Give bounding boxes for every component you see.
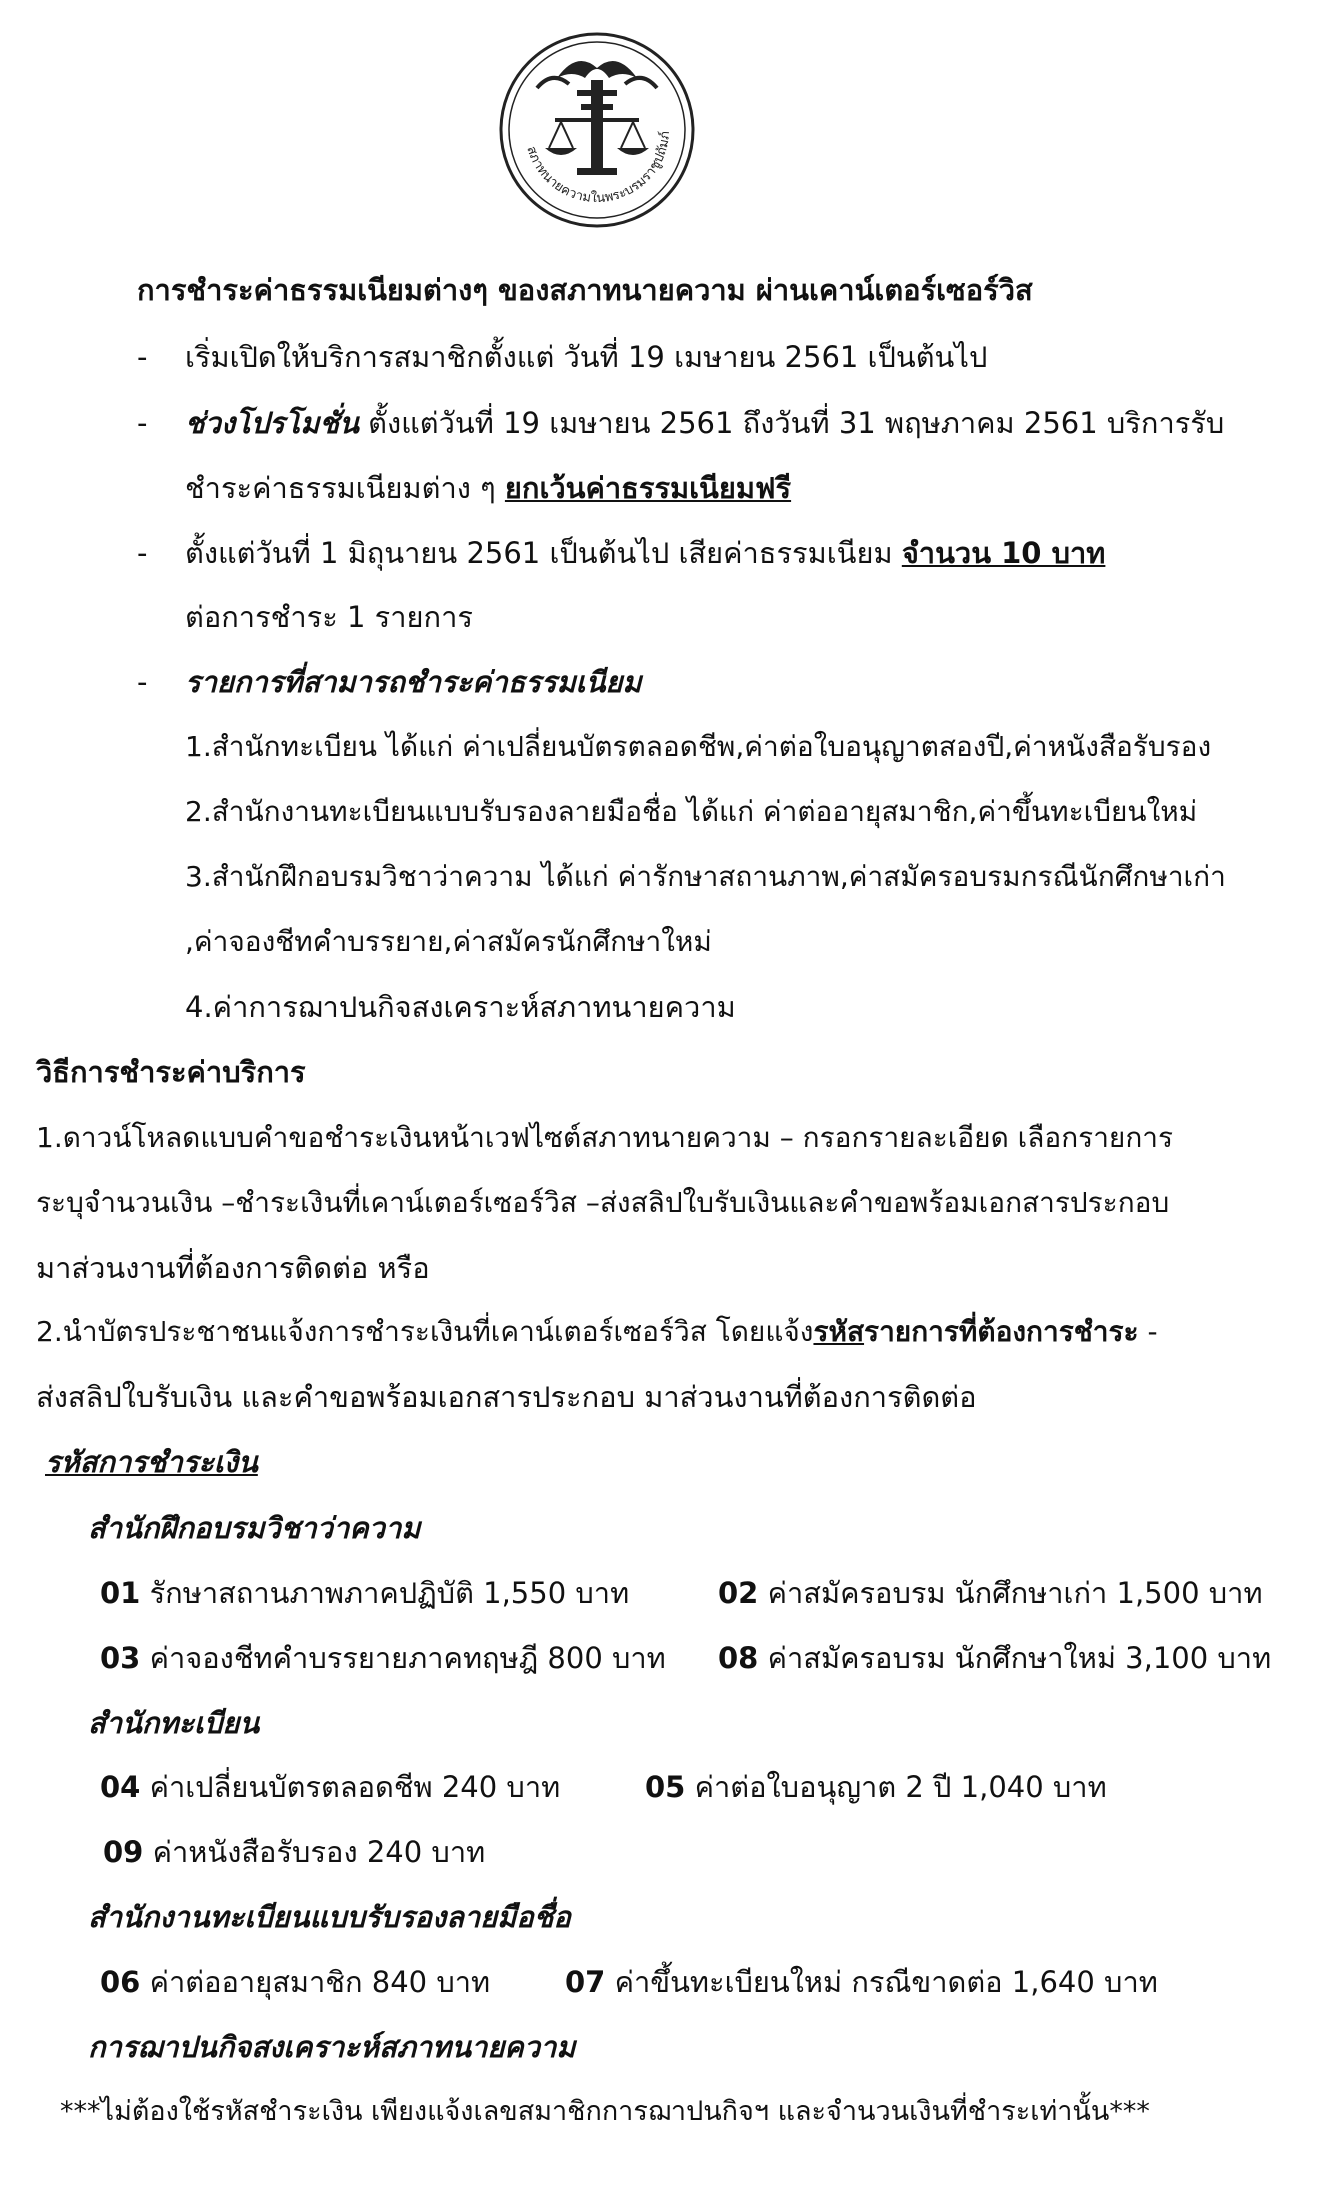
code-row-09 bbox=[103, 1832, 485, 1872]
bullet-dash: - bbox=[137, 536, 148, 570]
code-number: 04 bbox=[100, 1770, 141, 1804]
signature-office-title: สำนักงานทะเบียนแบบรับรองลายมือชื่อ bbox=[88, 1900, 571, 1934]
method-2-line-a bbox=[36, 1312, 1158, 1352]
lawyers-council-seal bbox=[497, 30, 697, 230]
code-row-05 bbox=[645, 1767, 1107, 1807]
method-2-code-word: รหัส bbox=[813, 1315, 865, 1348]
promo-line-2 bbox=[185, 468, 791, 508]
code-number: 05 bbox=[645, 1770, 686, 1804]
promo-text: ตั้งแต่วันที่ 19 เมษายน 2561 ถึงวันที่ 31 พฤษภาคม 2561 บริการรับ bbox=[358, 406, 1225, 440]
code-number: 03 bbox=[100, 1641, 141, 1675]
bullet-dash: - bbox=[137, 340, 148, 374]
method-heading: วิธีการชำระค่าบริการ bbox=[36, 1055, 306, 1089]
promo-text-2: ชำระค่าธรรมเนียมต่าง ๆ bbox=[185, 471, 505, 505]
code-number: 06 bbox=[100, 1965, 141, 1999]
code-description: ค่าสมัครอบรม นักศึกษาเก่า 1,500 บาท bbox=[758, 1576, 1263, 1610]
code-number: 09 bbox=[103, 1835, 144, 1869]
payable-item-3-cont: ,ค่าจองชีทคำบรรยาย,ค่าสมัครนักศึกษาใหม่ bbox=[185, 925, 712, 958]
bullet-dash: - bbox=[137, 665, 148, 699]
fee-text: ตั้งแต่วันที่ 1 มิถุนายน 2561 เป็นต้นไป เสียค่าธรรมเนียม bbox=[185, 536, 902, 570]
code-row-03 bbox=[100, 1638, 666, 1678]
code-description: ค่าต่อใบอนุญาต 2 ปี 1,040 บาท bbox=[685, 1770, 1107, 1804]
code-number: 01 bbox=[100, 1576, 141, 1610]
code-description: ค่าหนังสือรับรอง 240 บาท bbox=[143, 1835, 486, 1869]
registry-office-title: สำนักทะเบียน bbox=[88, 1706, 260, 1740]
payable-item-4: 4.ค่าการฌาปนกิจสงเคราะห์สภาทนายความ bbox=[185, 990, 736, 1024]
code-description: ค่าจองชีทคำบรรยายภาคทฤษฎี 800 บาท bbox=[140, 1641, 666, 1675]
training-office-title: สำนักฝึกอบรมวิชาว่าความ bbox=[88, 1511, 421, 1545]
code-description: ค่าสมัครอบรม นักศึกษาใหม่ 3,100 บาท bbox=[758, 1641, 1272, 1675]
payable-item-2: 2.สำนักงานทะเบียนแบบรับรองลายมือชื่อ ได้แก่ ค่าต่ออายุสมาชิก,ค่าขึ้นทะเบียนใหม่ bbox=[185, 795, 1198, 828]
code-row-08 bbox=[718, 1638, 1271, 1678]
code-row-02 bbox=[718, 1573, 1263, 1613]
fee-amount: จำนวน 10 บาท bbox=[901, 536, 1106, 570]
code-number: 08 bbox=[718, 1641, 759, 1675]
promo-line bbox=[185, 403, 1224, 443]
method-2-pre: 2.นำบัตรประชาชนแจ้งการชำระเงินที่เคาน์เตอร์เซอร์วิส โดยแจ้ง bbox=[36, 1315, 814, 1348]
codes-heading: รหัสการชำระเงิน bbox=[45, 1445, 258, 1479]
funeral-title: การฌาปนกิจสงเคราะห์สภาทนายความ bbox=[88, 2030, 576, 2064]
code-number: 02 bbox=[718, 1576, 759, 1610]
code-number: 07 bbox=[565, 1965, 606, 1999]
code-description: รักษาสถานภาพภาคปฏิบัติ 1,550 บาท bbox=[140, 1576, 630, 1610]
promo-free: ยกเว้นค่าธรรมเนียมฟรี bbox=[504, 471, 792, 505]
fee-text-2: ต่อการชำระ 1 รายการ bbox=[185, 600, 473, 634]
document-title: การชำระค่าธรรมเนียมต่างๆ ของสภาทนายความ ผ่านเคาน์เตอร์เซอร์วิส bbox=[137, 273, 1033, 307]
payable-item-3: 3.สำนักฝึกอบรมวิชาว่าความ ได้แก่ ค่ารักษาสถานภาพ,ค่าสมัครอบรมกรณีนักศึกษาเก่า bbox=[185, 860, 1226, 893]
items-label: รายการที่สามารถชำระค่าธรรมเนียม bbox=[185, 665, 642, 699]
code-description: ค่าเปลี่ยนบัตรตลอดชีพ 240 บาท bbox=[140, 1770, 561, 1804]
method-1-line-b: ระบุจำนวนเงิน –ชำระเงินที่เคาน์เตอร์เซอร์วิส –ส่งสลิปใบรับเงินและคำขอพร้อมเอกสารประกอบ bbox=[36, 1186, 1170, 1219]
code-row-01 bbox=[100, 1573, 629, 1613]
service-start-text: เริ่มเปิดให้บริการสมาชิกตั้งแต่ วันที่ 19 เมษายน 2561 เป็นต้นไป bbox=[185, 340, 988, 374]
promo-label: ช่วงโปรโมชั่น bbox=[185, 406, 359, 440]
code-description: ค่าขึ้นทะเบียนใหม่ กรณีขาดต่อ 1,640 บาท bbox=[605, 1965, 1158, 1999]
code-row-06 bbox=[100, 1962, 490, 2002]
method-2-line-b: ส่งสลิปใบรับเงิน และคำขอพร้อมเอกสารประกอบ มาส่วนงานที่ต้องการติดต่อ bbox=[36, 1380, 977, 1414]
method-2-post: - bbox=[1138, 1315, 1158, 1348]
code-row-07 bbox=[565, 1962, 1158, 2002]
code-description: ค่าต่ออายุสมาชิก 840 บาท bbox=[140, 1965, 491, 1999]
code-row-04 bbox=[100, 1767, 560, 1807]
method-2-bold: รายการที่ต้องการชำระ bbox=[864, 1315, 1139, 1348]
seal-text: สภาทนายความในพระบรมราชูปถัมภ์ bbox=[523, 130, 674, 207]
payable-item-1: 1.สำนักทะเบียน ได้แก่ ค่าเปลี่ยนบัตรตลอดชีพ,ค่าต่อใบอนุญาตสองปี,ค่าหนังสือรับรอง bbox=[185, 730, 1212, 763]
method-1-line-c: มาส่วนงานที่ต้องการติดต่อ หรือ bbox=[36, 1251, 430, 1285]
method-1-line-a: 1.ดาวน์โหลดแบบคำขอชำระเงินหน้าเวฟไซต์สภาทนายความ – กรอกรายละเอียด เลือกรายการ bbox=[36, 1121, 1174, 1154]
bullet-dash: - bbox=[137, 406, 148, 440]
funeral-note: ***ไม่ต้องใช้รหัสชำระเงิน เพียงแจ้งเลขสมาชิกการฌาปนกิจฯ และจำนวนเงินที่ชำระเท่านั้น*** bbox=[60, 2096, 1150, 2127]
fee-line bbox=[185, 533, 1105, 573]
